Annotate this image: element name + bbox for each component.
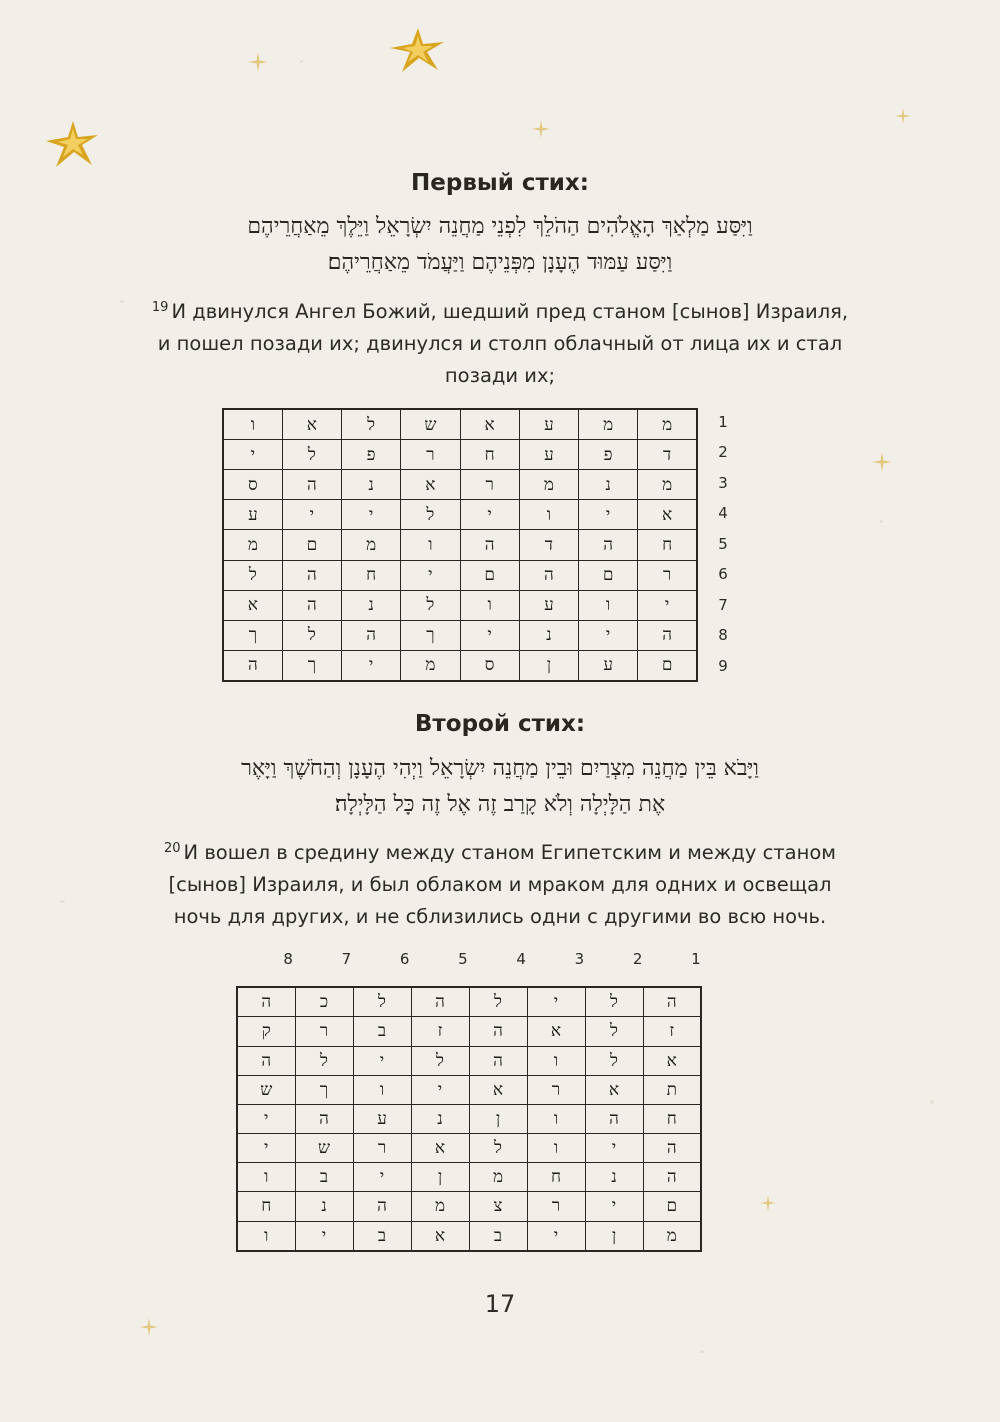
row-number: 4: [718, 504, 728, 523]
grid-cell: י: [527, 987, 585, 1017]
grid-cell: ב: [295, 1163, 353, 1192]
column-number: 5: [458, 950, 468, 968]
grid-cell: ר: [527, 1075, 585, 1104]
grid-cell: ל: [223, 560, 282, 590]
grid-cell: י: [282, 500, 341, 530]
gold-star-icon: [378, 20, 458, 80]
grid-cell: מ: [638, 470, 697, 500]
grid-cell: ו: [401, 530, 460, 560]
grid-cell: ב: [353, 1221, 411, 1251]
grid-cell: י: [342, 650, 401, 681]
grid-cell: י: [638, 590, 697, 620]
grid-cell: א: [401, 470, 460, 500]
grid-cell: ך: [282, 650, 341, 681]
grid-cell: נ: [579, 470, 638, 500]
verse-number: 20: [163, 841, 181, 856]
grid-cell: ן: [585, 1221, 643, 1251]
grid-cell: מ: [643, 1221, 701, 1251]
grid-cell: י: [585, 1134, 643, 1163]
grid-cell: ש: [237, 1075, 295, 1104]
grid-cell: ן: [411, 1163, 469, 1192]
column-number: 4: [516, 950, 526, 968]
column-number: 3: [574, 950, 585, 968]
grid-cell: ל: [585, 1046, 643, 1075]
section1-title: Первый стих:: [411, 170, 589, 196]
grid-row: [223, 590, 697, 620]
grid-cell: ו: [353, 1075, 411, 1104]
column-number: 1: [691, 950, 701, 968]
grid-cell: ס: [223, 470, 282, 500]
grid-cell: ו: [527, 1104, 585, 1133]
grid-cell: ה: [519, 560, 578, 590]
row-number: 1: [718, 413, 728, 431]
grid-cell: ר: [295, 1017, 353, 1046]
row-number: 5: [718, 534, 728, 553]
grid-cell: ר: [527, 1192, 585, 1221]
grid-cell: ם: [638, 650, 697, 681]
grid-row: [223, 409, 697, 440]
grid-cell: ה: [643, 987, 701, 1017]
grid-cell: א: [411, 1221, 469, 1251]
grid-row: [237, 1134, 701, 1163]
gold-star-icon: [40, 115, 110, 175]
grid-cell: ע: [519, 590, 578, 620]
grid-cell: א: [460, 409, 519, 440]
grid-cell: ה: [353, 1192, 411, 1221]
grid-cell: א: [585, 1075, 643, 1104]
grid-cell: נ: [295, 1192, 353, 1221]
grid-cell: ל: [585, 1017, 643, 1046]
grid-row: [237, 1017, 701, 1046]
grid-cell: י: [579, 620, 638, 650]
grid-cell: ה: [638, 620, 697, 650]
grid-cell: ח: [342, 560, 401, 590]
row-number: 3: [718, 473, 728, 492]
grid-cell: ו: [527, 1134, 585, 1163]
row-number: 7: [718, 595, 728, 614]
verse-line: [сынов] Израиля, и был облаком и мраком для одних и освещал: [168, 873, 832, 896]
grid-cell: ל: [342, 409, 401, 440]
grid-cell: י: [237, 1104, 295, 1133]
section1-verse: [70, 296, 930, 392]
verse-line: И вошел в средину между станом Египетским и между станом: [183, 841, 837, 864]
grid-cell: ה: [282, 560, 341, 590]
grid-cell: צ: [469, 1192, 527, 1221]
grid-cell: י: [585, 1192, 643, 1221]
row-number: 9: [718, 656, 728, 675]
verse-number: 19: [151, 300, 169, 315]
grid-cell: א: [282, 409, 341, 440]
grid-cell: י: [237, 1134, 295, 1163]
grid-cell: ה: [643, 1134, 701, 1163]
letter-grid-1: [222, 408, 698, 682]
grid-cell: י: [460, 620, 519, 650]
grid-cell: ו: [237, 1221, 295, 1251]
grid-cell: ב: [353, 1017, 411, 1046]
grid-cell: ו: [579, 590, 638, 620]
grid-cell: ה: [342, 620, 401, 650]
grid-cell: נ: [411, 1104, 469, 1133]
grid-cell: ד: [519, 530, 578, 560]
grid-cell: ס: [460, 650, 519, 681]
grid-cell: ו: [527, 1046, 585, 1075]
grid-cell: ה: [282, 470, 341, 500]
row-number: 6: [718, 565, 728, 584]
grid-cell: פ: [342, 440, 401, 470]
grid-cell: ב: [469, 1221, 527, 1251]
grid-cell: א: [411, 1134, 469, 1163]
grid-cell: ל: [282, 620, 341, 650]
grid-cell: ה: [469, 1017, 527, 1046]
verse-line: И двинулся Ангел Божий, шедший пред станом [сынов] Израиля,: [171, 300, 849, 323]
grid-cell: ה: [282, 590, 341, 620]
grid-row: [237, 987, 701, 1017]
small-star-icon: [532, 120, 550, 138]
grid-cell: כ: [295, 987, 353, 1017]
grid-cell: נ: [585, 1163, 643, 1192]
grid-cell: ה: [585, 1104, 643, 1133]
grid-cell: מ: [469, 1163, 527, 1192]
grid-cell: י: [342, 500, 401, 530]
grid-row: [237, 1075, 701, 1104]
grid-cell: ל: [585, 987, 643, 1017]
grid-row: [223, 650, 697, 681]
grid-cell: ם: [460, 560, 519, 590]
small-star-icon: [140, 1318, 158, 1336]
column-number: 6: [399, 950, 410, 968]
section1-hebrew-line1: וַיִּסַּע מַלְאַךְ הָאֱלֹהִים הַהֹלֵךְ לִפְנֵי מַחֲנֵה יִשְׂרָאֵל וַיֵּלֶךְ מֵאַחֲרֵיהֶם: [247, 214, 753, 239]
grid-cell: א: [527, 1017, 585, 1046]
grid-cell: ם: [282, 530, 341, 560]
grid-cell: א: [638, 500, 697, 530]
grid-cell: ע: [519, 409, 578, 440]
grid-row: [237, 1192, 701, 1221]
grid-cell: ר: [638, 560, 697, 590]
grid-cell: ד: [638, 440, 697, 470]
grid-cell: א: [469, 1075, 527, 1104]
grid-cell: א: [643, 1046, 701, 1075]
grid-cell: ה: [460, 530, 519, 560]
grid-cell: ל: [353, 987, 411, 1017]
grid-cell: ה: [223, 650, 282, 681]
row-number: 2: [718, 443, 728, 462]
grid-cell: ת: [643, 1075, 701, 1104]
section2-hebrew-line1: וַיָּבֹא בֵּין מַחֲנֵה מִצְרַיִם וּבֵין מַחֲנֵה יִשְׂרָאֵל וַיְהִי הֶעָנָן וְהַחֹשֶׁךְ וַיָּאֶר: [241, 756, 759, 781]
grid-row: [237, 1221, 701, 1251]
grid-cell: י: [579, 500, 638, 530]
grid-cell: ע: [579, 650, 638, 681]
grid-cell: ל: [469, 1134, 527, 1163]
grid-cell: ו: [223, 409, 282, 440]
grid-cell: ה: [237, 1046, 295, 1075]
grid-cell: ל: [295, 1046, 353, 1075]
grid-cell: י: [295, 1221, 353, 1251]
grid-cell: ך: [401, 620, 460, 650]
grid-row: [223, 440, 697, 470]
grid-cell: ל: [411, 1046, 469, 1075]
page-number: 17: [484, 1290, 516, 1318]
verse-line: и пошел позади их; двинулся и столп облачный от лица их и стал: [157, 332, 843, 355]
section1-hebrew-line2: וַיִּסַּע עַמּוּד הֶעָנָן מִפְּנֵיהֶם וַיַּעֲמֹד מֵאַחֲרֵיהֶם׃: [327, 250, 673, 275]
grid-cell: ל: [401, 500, 460, 530]
grid-row: [223, 620, 697, 650]
grid-cell: י: [401, 560, 460, 590]
grid-row: [223, 500, 697, 530]
grid-cell: ך: [295, 1075, 353, 1104]
grid-cell: ח: [643, 1104, 701, 1133]
grid-cell: ז: [411, 1017, 469, 1046]
grid-cell: ל: [469, 987, 527, 1017]
grid-cell: ע: [353, 1104, 411, 1133]
section2-title: Второй стих:: [414, 711, 586, 737]
grid-cell: נ: [342, 470, 401, 500]
grid-row: [237, 1163, 701, 1192]
grid-cell: פ: [579, 440, 638, 470]
grid-cell: ז: [643, 1017, 701, 1046]
verse-line: позади их;: [444, 364, 556, 387]
column-number: 2: [632, 950, 643, 968]
grid-row: [237, 1104, 701, 1133]
grid-cell: ע: [223, 500, 282, 530]
grid-cell: ה: [295, 1104, 353, 1133]
grid-cell: ן: [469, 1104, 527, 1133]
grid-cell: י: [527, 1221, 585, 1251]
grid-cell: מ: [638, 409, 697, 440]
grid-cell: ה: [411, 987, 469, 1017]
grid-row: [223, 530, 697, 560]
grid-cell: א: [223, 590, 282, 620]
grid-cell: י: [460, 500, 519, 530]
grid-cell: ה: [469, 1046, 527, 1075]
grid-cell: מ: [519, 470, 578, 500]
grid-cell: ם: [579, 560, 638, 590]
section2-verse: [70, 837, 930, 933]
grid-cell: ש: [401, 409, 460, 440]
section2-hebrew-line2: אֶת הַלָּיְלָה וְלֹא קָרַב זֶה אֶל זֶה כָּל הַלָּיְלָה׃: [334, 792, 666, 817]
grid-cell: י: [353, 1163, 411, 1192]
grid-cell: י: [223, 440, 282, 470]
grid-cell: ל: [401, 590, 460, 620]
grid-cell: ר: [353, 1134, 411, 1163]
grid-cell: ה: [579, 530, 638, 560]
grid-cell: ח: [460, 440, 519, 470]
column-number: 8: [283, 950, 293, 968]
grid-cell: ח: [527, 1163, 585, 1192]
grid-cell: נ: [519, 620, 578, 650]
grid-cell: ן: [519, 650, 578, 681]
letter-grid-2: [236, 986, 702, 1252]
small-star-icon: [248, 52, 268, 72]
grid-cell: ם: [643, 1192, 701, 1221]
grid-row: [223, 470, 697, 500]
grid-cell: ע: [519, 440, 578, 470]
grid-cell: ח: [237, 1192, 295, 1221]
grid-cell: מ: [411, 1192, 469, 1221]
grid-cell: מ: [401, 650, 460, 681]
grid-cell: מ: [579, 409, 638, 440]
grid-cell: מ: [342, 530, 401, 560]
small-star-icon: [872, 452, 892, 472]
small-star-icon: [895, 108, 911, 124]
column-number: 7: [341, 950, 352, 968]
grid-cell: י: [353, 1046, 411, 1075]
small-star-icon: [760, 1195, 776, 1211]
grid-cell: י: [411, 1075, 469, 1104]
grid-cell: נ: [342, 590, 401, 620]
grid-cell: ל: [282, 440, 341, 470]
grid-cell: מ: [223, 530, 282, 560]
grid-cell: ה: [237, 987, 295, 1017]
grid-cell: ח: [638, 530, 697, 560]
grid-cell: ו: [519, 500, 578, 530]
grid-cell: ה: [643, 1163, 701, 1192]
grid-cell: ו: [237, 1163, 295, 1192]
grid-cell: ך: [223, 620, 282, 650]
grid-row: [237, 1046, 701, 1075]
grid-cell: ר: [460, 470, 519, 500]
grid-cell: ו: [460, 590, 519, 620]
row-number: 8: [718, 626, 728, 645]
grid-cell: ר: [401, 440, 460, 470]
grid-cell: ש: [295, 1134, 353, 1163]
grid-row: [223, 560, 697, 590]
verse-line: ночь для других, и не сблизились одни с другими во всю ночь.: [173, 905, 827, 928]
grid-cell: ק: [237, 1017, 295, 1046]
